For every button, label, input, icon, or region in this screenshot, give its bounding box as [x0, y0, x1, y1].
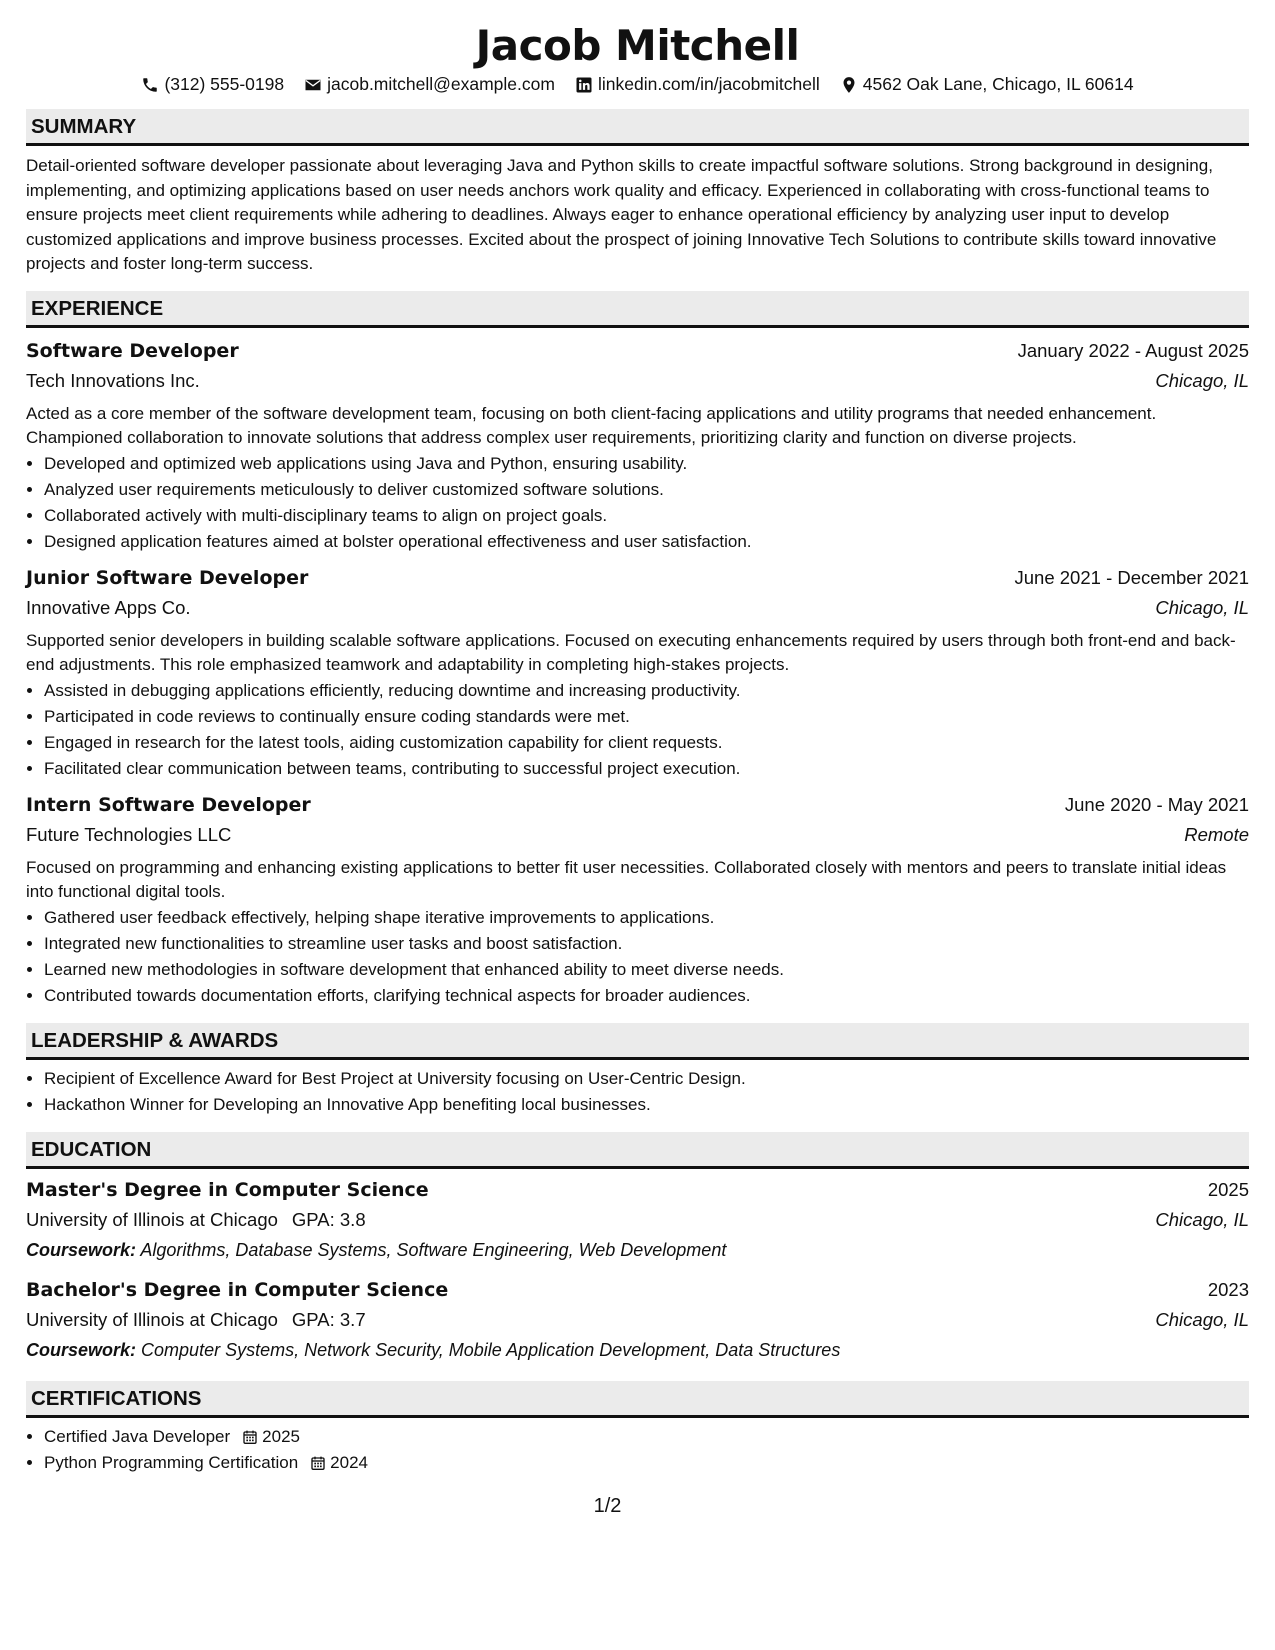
job-title: Software Developer [26, 339, 239, 362]
list-item: • Designed application features aimed at bolster operational effectiveness and user satisfaction. [44, 529, 1249, 555]
job-description: Focused on programming and enhancing existing applications to better fit user necessities. Collaborated closely with mentors and peers to translate initial ideas into functional digital tools. [26, 857, 1227, 901]
job-description: Supported senior developers in building scalable software applications. Focused on executing enhancements required by users through both front-end and back-end adjustments. This role emphasized teamwork and adaptability in completing high-stakes projects. [26, 630, 1236, 674]
phone-text: (312) 555-0198 [164, 74, 285, 94]
job-entry [26, 563, 1249, 782]
job-entry [26, 790, 1249, 1009]
school-location: Chicago, IL [1155, 1208, 1249, 1230]
summary-heading: SUMMARY [26, 109, 1249, 146]
job-dates: January 2022 - August 2025 [1017, 339, 1249, 361]
gpa: GPA: 3.7 [291, 1308, 366, 1330]
job-location: Chicago, IL [1155, 596, 1249, 618]
experience-section [26, 291, 1249, 1009]
job-dates: June 2020 - May 2021 [1064, 793, 1249, 815]
certifications-list [26, 1424, 1249, 1476]
education-section [26, 1132, 1249, 1365]
education-entry [26, 1275, 1249, 1365]
education-entry [26, 1175, 1249, 1265]
list-item: • Learned new methodologies in software development that enhanced ability to meet diverse needs. [44, 957, 1249, 983]
list-item: • Developed and optimized web applications using Java and Python, ensuring usability. [44, 451, 1249, 477]
list-item: • Recipient of Excellence Award for Best Project at University focusing on User-Centric Design. [44, 1066, 1249, 1092]
page-number: 1/2 [593, 1495, 622, 1517]
job-description: Acted as a core member of the software development team, focusing on both client-facing applications and utility programs that needed enhancement. Championed collaboration to innovate solutions that address complex user requirements, prioritizing clarity and function on diverse projects. [26, 403, 1157, 447]
cert-year: 2025 [262, 1426, 300, 1446]
job-bullets [26, 451, 1249, 555]
job-company: Innovative Apps Co. [26, 596, 191, 618]
contact-email[interactable] [304, 74, 555, 95]
education-heading: EDUCATION [26, 1132, 1249, 1169]
degree-title: Master's Degree in Computer Science [26, 1178, 429, 1201]
list-item [44, 1424, 1249, 1450]
leadership-heading: LEADERSHIP & AWARDS [26, 1023, 1249, 1060]
list-item: • Hackathon Winner for Developing an Innovative App benefiting local businesses. [44, 1092, 1249, 1118]
candidate-name: Jacob Mitchell [475, 21, 800, 70]
list-item: • Integrated new functionalities to streamline user tasks and boost satisfaction. [44, 931, 1249, 957]
degree-year: 2023 [1207, 1278, 1249, 1300]
leadership-list [26, 1066, 1249, 1118]
school-name: University of Illinois at Chicago [26, 1208, 278, 1230]
job-location: Chicago, IL [1155, 369, 1249, 391]
coursework-label: Coursework: [26, 1239, 137, 1260]
experience-heading: EXPERIENCE [26, 291, 1249, 328]
job-company: Tech Innovations Inc. [26, 369, 200, 391]
cert-year: 2024 [330, 1452, 368, 1472]
coursework-list: Computer Systems, Network Security, Mobile Application Development, Data Structures [141, 1339, 841, 1360]
coursework [26, 1235, 1249, 1265]
coursework-list: Algorithms, Database Systems, Software Engineering, Web Development [140, 1239, 727, 1260]
degree-year: 2025 [1207, 1178, 1249, 1200]
school-name: University of Illinois at Chicago [26, 1308, 278, 1330]
cert-name: • Certified Java Developer [44, 1426, 231, 1446]
email-text[interactable]: jacob.mitchell@example.com [327, 74, 555, 94]
list-item: • Analyzed user requirements meticulously to deliver customized software solutions. [44, 477, 1249, 503]
summary-section [26, 109, 1249, 277]
contact-bar [26, 74, 1249, 95]
map-pin-icon [840, 76, 858, 94]
list-item: • Assisted in debugging applications efficiently, reducing downtime and increasing productivity. [44, 678, 1249, 704]
list-item [44, 1450, 1249, 1476]
job-title: Intern Software Developer [26, 793, 311, 816]
list-item: • Contributed towards documentation efforts, clarifying technical aspects for broader audiences. [44, 983, 1249, 1009]
contact-phone [141, 74, 284, 95]
summary-text: Detail-oriented software developer passionate about leveraging Java and Python skills to create impactful software solutions. Strong background in designing, implementing, and optimizing applications based on user needs anchors work quality and efficacy. Experienced in collaborating with cross-functional teams to ensure projects meet client requirements while adhering to deadlines. Always eager to enhance operational efficiency by analyzing user input to develop customized applications and improve business processes. Excited about the prospect of joining Innovative Tech Solutions to contribute skills toward innovative projects and foster long-term success. [26, 156, 1217, 273]
certifications-section [26, 1381, 1249, 1476]
contact-address [840, 74, 1134, 95]
list-item: • Collaborated actively with multi-disciplinary teams to align on project goals. [44, 503, 1249, 529]
address-text: 4562 Oak Lane, Chicago, IL 60614 [862, 74, 1134, 94]
linkedin-icon [575, 76, 593, 94]
certifications-heading: CERTIFICATIONS [26, 1381, 1249, 1418]
contact-linkedin[interactable] [575, 74, 820, 95]
coursework [26, 1335, 1249, 1365]
job-title: Junior Software Developer [26, 566, 309, 589]
job-entry [26, 336, 1249, 555]
calendar-icon [242, 1429, 258, 1445]
job-company: Future Technologies LLC [26, 823, 232, 845]
degree-title: Bachelor's Degree in Computer Science [26, 1278, 449, 1301]
list-item: • Gathered user feedback effectively, helping shape iterative improvements to applications. [44, 905, 1249, 931]
list-item: • Participated in code reviews to continually ensure coding standards were met. [44, 704, 1249, 730]
job-bullets [26, 678, 1249, 782]
list-item: • Engaged in research for the latest tools, aiding customization capability for client requests. [44, 730, 1249, 756]
job-bullets [26, 905, 1249, 1009]
job-dates: June 2021 - December 2021 [1014, 566, 1249, 588]
cert-name: • Python Programming Certification [44, 1452, 299, 1472]
leadership-section [26, 1023, 1249, 1118]
school-location: Chicago, IL [1155, 1308, 1249, 1330]
list-item: • Facilitated clear communication between teams, contributing to successful project execution. [44, 756, 1249, 782]
job-location: Remote [1184, 823, 1249, 845]
phone-icon [141, 76, 159, 94]
linkedin-text[interactable]: linkedin.com/in/jacobmitchell [597, 74, 820, 94]
gpa: GPA: 3.8 [291, 1208, 366, 1230]
calendar-icon [310, 1455, 326, 1471]
coursework-label: Coursework: [26, 1339, 137, 1360]
envelope-icon [304, 76, 322, 94]
